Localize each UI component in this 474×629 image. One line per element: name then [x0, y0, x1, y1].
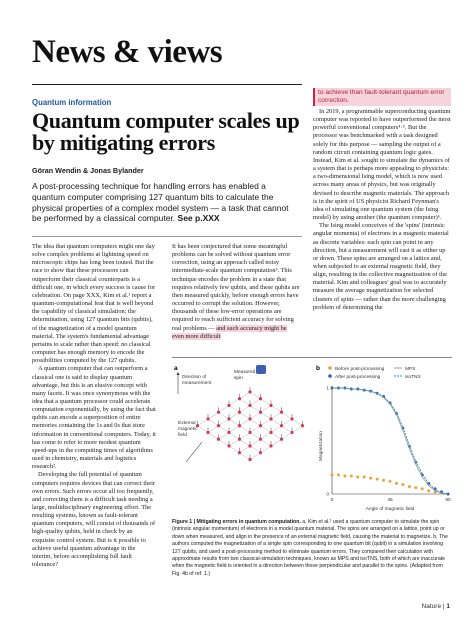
standfirst: [32, 181, 300, 224]
paragraph: Developing the full potential of quantum computers requires devices that can correct their own errors. Such errors occur all too frequently, and correcting them is a difficult task needing a large, multidisciplinary engineering effort. The resulting systems, known as fault-tolerant quantum computers, will consist of thousands of high-quality qubits, held in check by an exquisite control system. But is it possible to achieve useful quantum advantage in the interim, before accomplishing full fault tolerance?: [32, 471, 156, 569]
series-before-point: [421, 487, 424, 490]
series-before-point: [376, 478, 379, 481]
series-before-point: [408, 485, 411, 488]
field-label: [178, 420, 198, 438]
lattice-bond: [261, 412, 272, 419]
lattice-bond: [208, 433, 219, 440]
lattice-bond: [240, 453, 251, 460]
lattice-bond: [261, 433, 272, 440]
lattice-bond: [250, 446, 261, 453]
paragraph: In 2019, a programmable superconducting quantum computer was reported to have outperformed the most powerful conventional computers⁴·⁵. But the processor was benchmarked with a task designed solely for this purpose — sampling the output of a random circuit containing quantum logic gates. Instead, Kim et al. sought to simulate the dynamics of a system that is perhaps more appealing to physicists: a two-dimensional Ising model, which is now used across many areas of physics, but was originally devised to describe magnetic materials. The approach is in the spirit of US physicist Richard Feynman's idea of simulating one quantum system (the Ising model) by using another (the quantum computer)⁶.: [313, 108, 451, 222]
measured-spin-marker: [256, 365, 266, 374]
figure-rule: [172, 357, 452, 358]
lattice-bond: [250, 439, 261, 446]
lattice-bond: [261, 419, 272, 426]
lattice-bond: [261, 426, 272, 433]
x-tick-label: 45: [387, 498, 393, 503]
legend-after: After post-processing: [335, 375, 381, 380]
footer: [422, 603, 450, 610]
legend-mps: MPS: [405, 367, 416, 372]
lattice-bond: [282, 426, 293, 433]
series-before-point: [356, 476, 359, 479]
figure-graphic: [172, 362, 452, 512]
legend-swatch-after: [328, 374, 332, 378]
lattice-bond: [250, 412, 261, 419]
series-mps-line: [332, 388, 448, 494]
body-column-3: [313, 108, 451, 312]
figure-1: [172, 362, 452, 512]
lattice-bond: [292, 419, 303, 426]
lattice-bond: [219, 433, 230, 440]
standfirst-text: A post-processing technique for handling errors has enabled a quantum computer comprising 127 quantum bits to calculate the physical properties of a complex model system — a task that cannot be performed by a classical computer.: [32, 181, 289, 224]
lattice-bond: [271, 426, 282, 433]
lattice-bond: [240, 399, 251, 406]
lattice-bond: [271, 412, 282, 419]
series-before-point: [369, 477, 372, 480]
authors: Göran Wendin & Jonas Bylander: [32, 166, 144, 175]
lattice-bond: [208, 412, 219, 419]
lattice-bond: [208, 426, 219, 433]
highlighted-text: and such accuracy might be even more difficult: [172, 324, 287, 340]
highlighted-text-continued: to achieve than fault-tolerant quantum error correction.: [313, 88, 451, 106]
panel-a-label: a: [174, 365, 178, 372]
measured-spin-label-line: spin: [234, 376, 243, 381]
series-before-point: [363, 476, 366, 479]
series-before-point: [395, 482, 398, 485]
spin-lattice: [196, 387, 304, 461]
panel-b-label: b: [316, 365, 320, 372]
lattice-bond: [282, 433, 293, 440]
x-tick-label: 90: [445, 498, 451, 503]
lattice-bond: [229, 399, 240, 406]
paragraph: The Ising model conceives of the 'spins' (intrinsic angular momenta) of electrons in a magnetic material as discrete variables: each spin can point in any direction, but a measurement will cast it as either up or down. These spins are arranged on a lattice and, when subjected to an external magnetic field, they align, resulting in the collective magnetization of the material. Kim and colleagues' goal was to accurately measure the average magnetization for selected clusters of spins — rather than the more challenging problem of determining the: [313, 222, 449, 311]
lattice-bond: [240, 433, 251, 440]
lattice-bond: [271, 433, 282, 440]
direction-label: [182, 374, 212, 386]
figure-caption: [172, 519, 452, 578]
lattice-bond: [229, 426, 240, 433]
lattice-bond: [219, 439, 230, 446]
lattice-bond: [261, 439, 272, 446]
field-arrow: [186, 442, 202, 462]
body-column-2: [172, 243, 300, 341]
series-before-point: [343, 474, 346, 477]
legend-isotns: isoTNS: [405, 375, 421, 380]
series-before-point: [401, 483, 404, 486]
lattice-bond: [240, 446, 251, 453]
lattice-bond: [261, 406, 272, 413]
direction-label-line: measurement: [182, 381, 212, 386]
field-label-line: magnetic: [178, 427, 198, 432]
lattice-bond: [250, 426, 261, 433]
series-before-point: [331, 473, 334, 476]
lattice-bond: [282, 419, 293, 426]
lattice-bond: [240, 412, 251, 419]
headline: Quantum computer scales up by mitigating errors: [32, 108, 300, 155]
legend-before: Before post-processing: [335, 367, 385, 372]
lattice-bond: [229, 412, 240, 419]
y-tick-label: 0: [326, 492, 329, 498]
body-column-1: [32, 243, 156, 569]
lattice-bond: [229, 433, 240, 440]
paragraph: [172, 243, 300, 341]
series-before-point: [389, 480, 392, 483]
lattice-bond: [292, 426, 303, 433]
page-number: 1: [446, 603, 450, 610]
standfirst-see-link[interactable]: See p.XXX: [177, 213, 220, 224]
paragraph-text: It has been conjectured that some meaningful problems can be solved without quantum error correction, using an approach called noisy intermediate-scale quantum computation³. This technique encodes the problem in a state that requires relatively few qubits, and these qubits are then measured quickly, before enough errors have occurred to corrupt the solution. However, thousands of these low-error operations are required to reach sufficient accuracy for solving real problems —: [172, 243, 300, 332]
lattice-bond: [261, 446, 272, 453]
x-axis-label: Angle of magnetic field: [365, 507, 415, 512]
lattice-bond: [219, 412, 230, 419]
lattice-bond: [250, 433, 261, 440]
measured-spin-label-line: Measured: [234, 370, 256, 375]
lattice-bond: [271, 439, 282, 446]
lattice-bond: [250, 392, 261, 399]
y-tick-label: 1: [326, 386, 329, 392]
lattice-bond: [229, 439, 240, 446]
section-label: Quantum information: [32, 98, 112, 107]
lattice-bond: [219, 419, 230, 426]
x-tick-label: 0: [330, 498, 334, 503]
lattice-bond: [240, 419, 251, 426]
series-before-point: [427, 489, 430, 492]
y-axis-label: Magnetization: [319, 431, 324, 461]
series-before-point: [382, 479, 385, 482]
lattice-bond: [250, 399, 261, 406]
paragraph: The idea that quantum computers might one day solve complex problems at lightning speed on microscopic chips has long been touted. But the race to show that these processors can outperform their classical counterparts is a difficult one, in which every success is cause for celebration. On page XXX, Kim et al.¹ report a quantum-computational feat that is well beyond the capability of classical simulation: the determination, using 127 quantum bits (qubits), of the magnetization of a model quantum material. The system's fundamental advantage pertains to scale rather than speed: no classical computer has enough memory to encode the possibilities computed by the 127 qubits.: [32, 243, 156, 365]
lattice-bond: [240, 392, 251, 399]
legend: [328, 366, 421, 380]
lattice-bond: [250, 453, 261, 460]
footer-journal: Nature: [421, 603, 442, 610]
direction-label-line: Direction of: [182, 375, 207, 380]
magnetization-plot: [318, 386, 451, 513]
lattice-bond: [219, 406, 230, 413]
caption-panel-b: b, The authors computed the magnetization of a single spin corresponding to one quantum bit (qubit) in a simulation involving 127 qubits, and used a post-processing method to eliminate quantum errors. They compared their calculation with approximate results from two classical-simulation techniques, known as MPS and isoTNS, both of which are inaccurate when the magnetic field is oriented in a direction between those perpendicular and parallel to the spins. (Adapted from Fig. 4b of ref. 1.): [172, 533, 448, 577]
caption-title: Figure 1 | Mitigating errors in quantum computation.: [172, 519, 301, 525]
masthead-rule: [32, 84, 302, 85]
lattice-bond: [208, 419, 219, 426]
lattice-bond: [198, 419, 209, 426]
lattice-bond: [229, 446, 240, 453]
masthead: News & views: [32, 34, 223, 70]
lattice-bond: [261, 399, 272, 406]
lattice-bond: [250, 406, 261, 413]
lattice-bond: [282, 412, 293, 419]
series-before-point: [350, 474, 353, 477]
lattice-bond: [240, 439, 251, 446]
lattice-bond: [240, 426, 251, 433]
measured-spin-label: [234, 369, 256, 381]
lattice-bond: [229, 419, 240, 426]
series-before-point: [414, 486, 417, 489]
lattice-bond: [271, 406, 282, 413]
lattice-bond: [198, 426, 209, 433]
field-label-line: field: [178, 433, 187, 438]
lattice-bond: [250, 419, 261, 426]
series-before-point: [337, 473, 340, 476]
data-series: [331, 387, 450, 496]
footer-divider: |: [442, 603, 447, 610]
standfirst-rule: [32, 236, 302, 237]
lattice-bond: [240, 406, 251, 413]
legend-swatch-before: [328, 366, 332, 370]
lattice-bond: [271, 419, 282, 426]
paragraph: A quantum computer that can outperform a classical one is said to display quantum advantage, but this is an elusive concept with many facets. It was once synonymous with the idea that a quantum processor could accelerate computation exponentially, by using the fact that qubits can encode a superposition of entire memories containing the 1s and 0s that store information in conventional computers. Today, it has come to refer to more modest quantum speed-ups in the computing times of algorithms used in chemistry, materials and logistics research².: [32, 365, 156, 471]
caption-panel-a: a, Kim et al.¹ used a quantum computer to simulate the spin (intrinsic angular momentum) of electrons in a model quantum material. The spins are arranged on a lattice, point up or down when measured, and align in the presence of an external magnetic field, causing the material to magnetize.: [172, 519, 445, 540]
lattice-bond: [229, 406, 240, 413]
field-label-line: External: [178, 421, 196, 426]
lattice-bond: [219, 426, 230, 433]
measurement-arrowhead: [177, 372, 180, 375]
